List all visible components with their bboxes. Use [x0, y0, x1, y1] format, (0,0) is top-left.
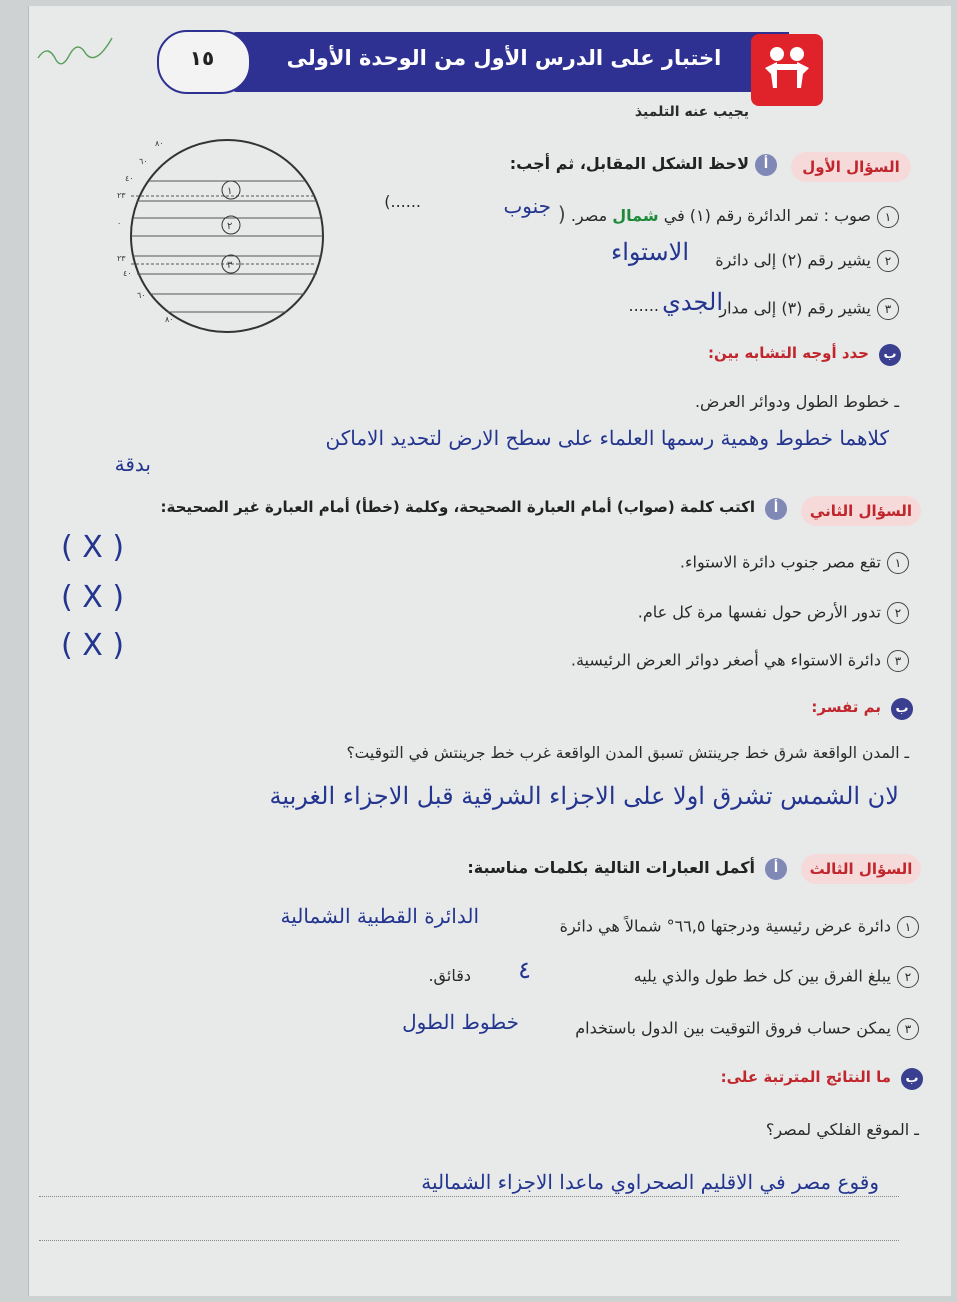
q2-item-3	[571, 650, 909, 672]
svg-text:٤٠: ٤٠	[123, 269, 132, 278]
svg-text:٤٠: ٤٠	[125, 174, 134, 183]
q1-part-b-instruction: حدد أوجه التشابه بين:	[708, 344, 869, 362]
svg-text:٦٠: ٦٠	[137, 291, 146, 300]
q2-item-2	[638, 602, 909, 624]
svg-text:٨٠: ٨٠	[155, 139, 164, 148]
q1-item-3-dots: ......	[628, 296, 659, 315]
page-subtitle: يجيب عنه التلميذ	[634, 104, 749, 120]
q1-item-2-text: يشير رقم (٢) إلى دائرة	[715, 250, 871, 270]
q2-part-a-badge: أ	[765, 498, 787, 520]
q2-item-3-text: دائرة الاستواء هي أصغر دوائر العرض الرئيسية.	[570, 650, 881, 670]
q1-part-b-answer-1: كلاهما خطوط وهمية رسمها العلماء على سطح الارض لتحديد الاماكن	[325, 426, 889, 450]
q2-part-b-instruction: بم تفسر:	[811, 698, 881, 716]
circle-label-1: ١	[227, 186, 233, 197]
q3-item-1-answer: الدائرة القطبية الشمالية	[280, 904, 479, 928]
q1-part-a-instruction: لاحظ الشكل المقابل، ثم أجب:	[509, 154, 749, 173]
page-title: اختبار على الدرس الأول من الوحدة الأولى	[286, 46, 722, 70]
q3-part-a-badge: أ	[765, 858, 787, 880]
q2-item-3-mark: ( X )	[61, 628, 125, 663]
q2-item-3-num: ٣	[887, 650, 909, 672]
q2-item-2-mark: ( X )	[61, 580, 125, 615]
q1-item-1-num: ١	[877, 206, 899, 228]
svg-text:٠: ٠	[117, 219, 122, 228]
q3-item-2	[634, 966, 919, 988]
svg-text:٦٠: ٦٠	[139, 157, 148, 166]
q3-item-1-text: دائرة عرض رئيسية ودرجتها ٦٦,٥° شمالاً هي دائرة	[559, 916, 891, 936]
q1-item-1-prefix: صوب : تمر الدائرة رقم (١) في	[663, 206, 871, 225]
q1-item-3	[719, 298, 899, 320]
q3-label: السؤال الثالث	[801, 854, 921, 884]
q3-item-1	[560, 916, 919, 938]
q1-part-b-answer-2: بدقة	[114, 452, 151, 476]
globe-diagram	[109, 126, 349, 336]
svg-text:٢٣: ٢٣	[117, 191, 126, 200]
q3-item-2-suffix: دقائق.	[428, 966, 471, 985]
answer-line-1	[39, 1196, 899, 1197]
q3-part-b-instruction: ما النتائج المترتبة على:	[720, 1068, 891, 1086]
q1-item-2-answer: الاستواء	[610, 238, 689, 266]
q2-item-1-text: تقع مصر جنوب دائرة الاستواء.	[679, 552, 881, 572]
q1-part-b-question: ـ خطوط الطول ودوائر العرض.	[694, 392, 899, 411]
q3-part-b-answer: وقوع مصر في الاقليم الصحراوي ماعدا الاجزاء الشمالية	[421, 1170, 879, 1194]
q2-item-1	[680, 552, 909, 574]
svg-text:٢٣: ٢٣	[117, 254, 126, 263]
q2-item-2-num: ٢	[887, 602, 909, 624]
q1-item-1: ١صوب : تمر الدائرة رقم (١) في شمال مصر. (	[558, 202, 899, 228]
answer-line-2	[39, 1240, 899, 1241]
q2-label: السؤال الثاني	[801, 496, 921, 526]
q3-item-3-text: يمكن حساب فروق التوقيت بين الدول باستخدام	[575, 1018, 891, 1038]
kids-logo-icon	[751, 34, 823, 106]
circle-label-3: ٣	[227, 260, 233, 271]
q3-item-2-prefix: يبلغ الفرق بين كل خط طول والذي يليه	[633, 966, 891, 986]
worksheet-page	[28, 6, 951, 1296]
q3-item-2-answer: ٤	[518, 956, 531, 984]
q2-item-1-mark: ( X )	[61, 530, 125, 565]
q3-part-a-instruction: أكمل العبارات التالية بكلمات مناسبة:	[467, 858, 755, 877]
corner-scribble-icon	[33, 28, 123, 78]
q2-part-a-instruction: اكتب كلمة (صواب) أمام العبارة الصحيحة، وكلمة (خطأ) أمام العبارة غير الصحيحة:	[160, 498, 755, 516]
q1-item-2	[715, 250, 899, 272]
q3-item-3-num: ٣	[897, 1018, 919, 1040]
q3-part-b-badge: ب	[901, 1068, 923, 1090]
q1-item-1-close: ......)	[384, 192, 421, 211]
svg-text:٨٠: ٨٠	[165, 315, 174, 324]
q3-item-3-answer: خطوط الطول	[402, 1010, 519, 1034]
page-number: ١٥	[189, 46, 215, 70]
q1-item-2-num: ٢	[877, 250, 899, 272]
q3-part-b-question: ـ الموقع الفلكي لمصر؟	[765, 1120, 919, 1139]
q3-item-3	[575, 1018, 919, 1040]
q1-item-3-text: يشير رقم (٣) إلى مدار	[719, 298, 871, 318]
q1-item-1-highlight: شمال	[612, 206, 659, 225]
q2-part-b-badge: ب	[891, 698, 913, 720]
q1-part-b-badge: ب	[879, 344, 901, 366]
q1-label: السؤال الأول	[791, 152, 911, 182]
q1-part-a-badge: أ	[755, 154, 777, 176]
q2-part-b-answer: لان الشمس تشرق اولا على الاجزاء الشرقية قبل الاجزاء الغربية	[269, 782, 899, 810]
q1-item-1-suffix: مصر.	[570, 206, 608, 225]
q2-item-2-text: تدور الأرض حول نفسها مرة كل عام.	[637, 602, 881, 622]
q3-item-2-num: ٢	[897, 966, 919, 988]
q1-item-3-num: ٣	[877, 298, 899, 320]
q1-item-3-answer: الجدي	[662, 288, 723, 316]
q2-part-b-question: ـ المدن الواقعة شرق خط جرينتش تسبق المدن الواقعة غرب خط جرينتش في التوقيت؟	[346, 744, 909, 762]
circle-label-2: ٢	[227, 221, 233, 232]
q1-item-1-answer: جنوب	[503, 194, 551, 218]
q2-item-1-num: ١	[887, 552, 909, 574]
q3-item-1-num: ١	[897, 916, 919, 938]
